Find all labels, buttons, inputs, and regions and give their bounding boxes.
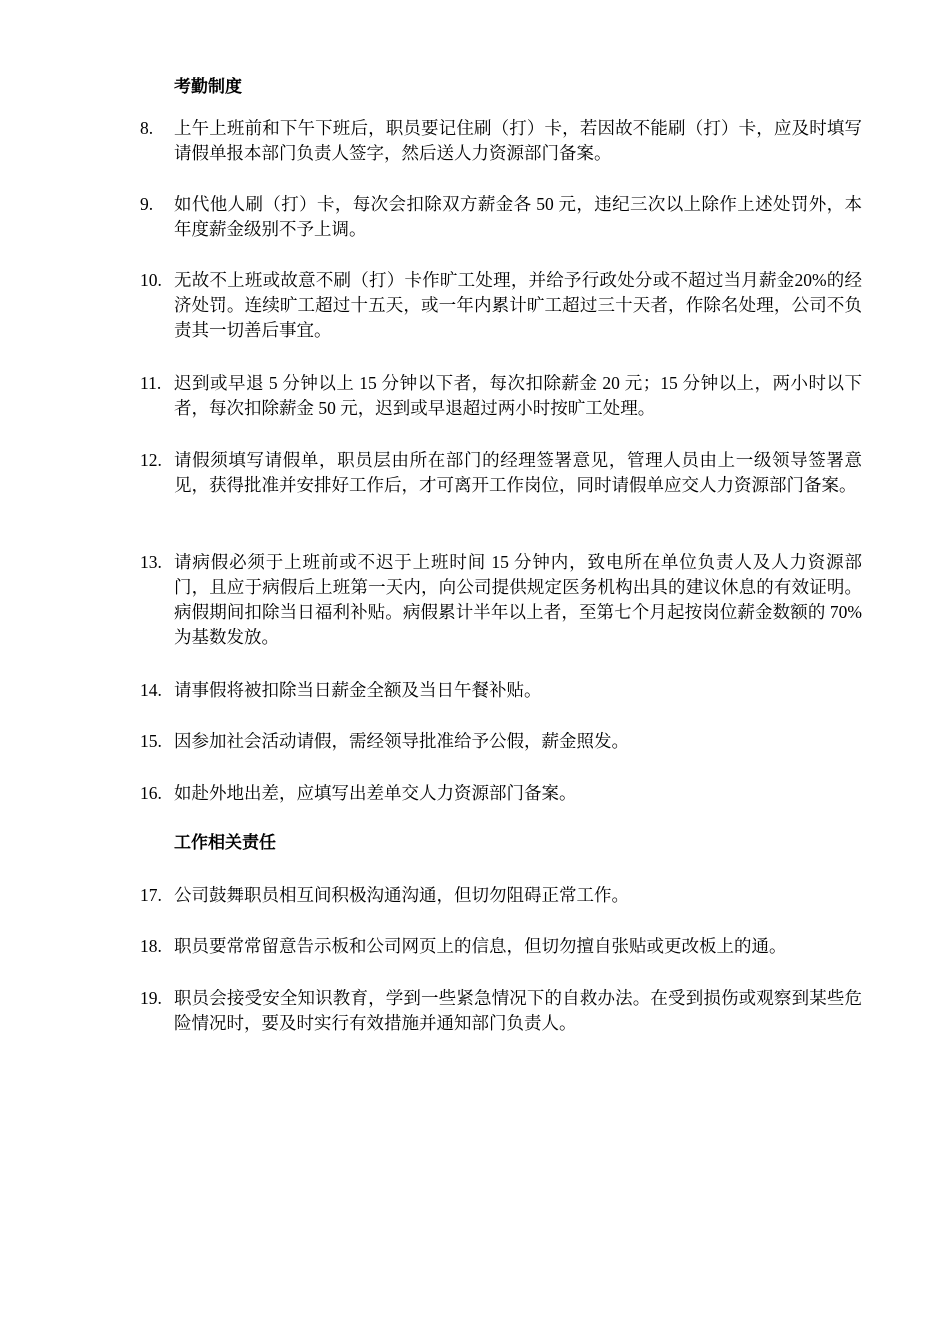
item-text: 职员要常常留意告示板和公司网页上的信息，但切勿擅自张贴或更改板上的通。	[174, 936, 787, 956]
item-number: 16.	[140, 783, 162, 803]
list-item	[140, 934, 862, 959]
item-number: 19.	[140, 988, 162, 1008]
list-item	[140, 986, 862, 1036]
list-item	[140, 116, 862, 166]
item-text: 请事假将被扣除当日薪金全额及当日午餐补贴。	[174, 680, 542, 700]
item-text: 如赴外地出差，应填写出差单交人力资源部门备案。	[174, 783, 577, 803]
list-item	[140, 192, 862, 242]
item-number: 15.	[140, 731, 162, 751]
item-text: 请病假必须于上班前或不迟于上班时间 15 分钟内，致电所在单位负责人及人力资源部门，且应于病假后上班第一天内，向公司提供规定医务机构出具的建议休息的有效证明。病假期间扣除当日福利补贴。病假累计半年以上者，至第七个月起按岗位薪金数额的 70%为基数发放。	[174, 552, 862, 647]
item-text: 因参加社会活动请假，需经领导批准给予公假，薪金照发。	[174, 731, 629, 751]
list-item	[140, 729, 862, 754]
item-number: 12.	[140, 450, 162, 470]
section-heading-attendance: 考勤制度	[174, 77, 242, 97]
item-text: 无故不上班或故意不刷（打）卡作旷工处理，并给予行政处分或不超过当月薪金20%的经济处罚。连续旷工超过十五天，或一年内累计旷工超过三十天者，作除名处理，公司不负责其一切善后事宜。	[174, 270, 862, 340]
item-number: 17.	[140, 885, 162, 905]
item-text: 如代他人刷（打）卡，每次会扣除双方薪金各 50 元，违纪三次以上除作上述处罚外，本年度薪金级别不予上调。	[174, 194, 862, 239]
item-text: 迟到或早退 5 分钟以上 15 分钟以下者，每次扣除薪金 20 元；15 分钟以上，两小时以下者，每次扣除薪金 50 元，迟到或早退超过两小时按旷工处理。	[174, 373, 862, 418]
list-item	[140, 268, 862, 343]
section-heading-work-responsibilities: 工作相关责任	[174, 833, 276, 853]
item-text: 公司鼓舞职员相互间积极沟通沟通，但切勿阻碍正常工作。	[174, 885, 629, 905]
item-number: 8.	[140, 118, 154, 138]
item-text: 上午上班前和下午下班后，职员要记住刷（打）卡，若因故不能刷（打）卡，应及时填写请假单报本部门负责人签字，然后送人力资源部门备案。	[174, 118, 862, 163]
item-number: 10.	[140, 270, 162, 290]
item-text: 职员会接受安全知识教育，学到一些紧急情况下的自救办法。在受到损伤或观察到某些危险情况时，要及时实行有效措施并通知部门负责人。	[174, 988, 862, 1033]
list-item	[140, 781, 862, 806]
item-number: 9.	[140, 194, 154, 214]
item-number: 18.	[140, 936, 162, 956]
list-item	[140, 448, 862, 498]
item-number: 11.	[140, 373, 162, 393]
list-item	[140, 550, 862, 650]
list-item	[140, 883, 862, 908]
list-item	[140, 371, 862, 421]
item-text: 请假须填写请假单，职员层由所在部门的经理签署意见，管理人员由上一级领导签署意见，获得批准并安排好工作后，才可离开工作岗位，同时请假单应交人力资源部门备案。	[174, 450, 862, 495]
item-number: 13.	[140, 552, 162, 572]
item-number: 14.	[140, 680, 162, 700]
list-item	[140, 678, 862, 703]
